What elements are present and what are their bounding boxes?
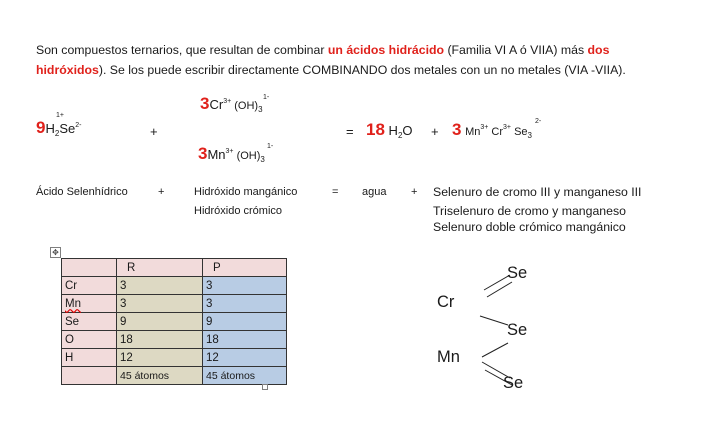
diagram-se-3: Se <box>503 374 524 392</box>
diagram-se-1: Se <box>507 264 528 282</box>
table-cell: Se <box>62 313 117 331</box>
name-hydroxide-cr: Hidróxido crómico <box>194 205 283 217</box>
table-header-cell <box>62 259 117 277</box>
intro-text-1: Son compuestos ternarios, que resultan de combinar <box>36 43 328 57</box>
table-cell: 3 <box>203 277 287 295</box>
product-salt <box>452 120 532 140</box>
table-cell: Mn <box>62 295 117 313</box>
name-water: agua <box>362 186 387 198</box>
coef-salt: 3 <box>452 120 462 139</box>
table-cell: 12 <box>117 349 203 367</box>
table-move-handle[interactable]: ✥ <box>50 247 61 258</box>
name-salt-1: Selenuro de cromo III y manganeso III <box>433 185 642 199</box>
table-row <box>62 367 287 385</box>
intro-text-3: (Familia VI A ó VIIA) más <box>444 43 588 57</box>
coef-cr: 3 <box>200 94 210 113</box>
cr-symbol: Cr <box>209 97 224 112</box>
table-cell: 3 <box>117 277 203 295</box>
table-cell <box>62 367 117 385</box>
intro-highlight-hydroxides: hidróxidos <box>36 63 99 77</box>
diagram-se-2: Se <box>507 321 528 339</box>
plus-sign-1: + <box>150 124 158 139</box>
reactant-mnoh3 <box>198 144 265 164</box>
salt-cr: Cr <box>488 126 504 138</box>
coef-h2o: 18 <box>366 120 385 139</box>
salt-se-sub: 3 <box>527 131 532 140</box>
bond-line <box>482 343 508 357</box>
intro-highlight-acid: un ácidos hidrácido <box>327 43 445 57</box>
mn-symbol: Mn <box>207 147 226 162</box>
name-salt-3: Selenuro doble crómico mangánico <box>433 220 626 234</box>
table-cell: 9 <box>203 313 287 331</box>
h2o-o: O <box>402 123 413 138</box>
table-cell: 18 <box>117 331 203 349</box>
h2o-sub: 2 <box>397 131 403 140</box>
table-cell: H <box>62 349 117 367</box>
intro-highlight-dos: dos <box>587 43 610 57</box>
names-plus-1: + <box>158 186 165 198</box>
table-cell: 18 <box>203 331 287 349</box>
names-plus-2: + <box>411 186 418 198</box>
h2se-h: H <box>45 121 55 136</box>
bond-line <box>487 282 512 297</box>
product-water <box>366 120 413 140</box>
mn-oh-charge: 1- <box>267 143 274 150</box>
intro-paragraph <box>36 40 626 80</box>
salt-se: Se <box>511 126 528 138</box>
diagram-cr: Cr <box>437 293 455 311</box>
table-cell: 3 <box>117 295 203 313</box>
plus-sign-2: + <box>431 124 439 139</box>
cr-charge: 3+ <box>223 98 232 105</box>
atom-balance-table <box>61 258 287 385</box>
table-cell: 12 <box>203 349 287 367</box>
h-oxidation: 1+ <box>56 112 64 119</box>
table-cell: 9 <box>117 313 203 331</box>
table-header-cell: R <box>117 259 203 277</box>
names-equals: = <box>332 186 339 198</box>
reactant-croh3 <box>200 94 263 114</box>
table-cell: 45 átomos <box>203 367 287 385</box>
name-salt-2: Triselenuro de cromo y manganeso <box>433 204 626 218</box>
table-resize-handle[interactable] <box>262 384 268 390</box>
mn-charge: 3+ <box>225 148 234 155</box>
table-cell: 3 <box>203 295 287 313</box>
mn-oh: (OH) <box>233 150 261 162</box>
cr-oh: (OH) <box>231 100 259 112</box>
intro-text-6: ). Se los puede escribir directamente COMBINANDO dos metales con un no metales (VIA -VIIA). <box>98 63 626 77</box>
salt-se-charge: 2- <box>535 118 542 125</box>
cr-oh-sub: 3 <box>258 105 263 114</box>
table-header-row <box>62 259 287 277</box>
table-cell: 45 átomos <box>117 367 203 385</box>
diagram-mn: Mn <box>437 348 460 366</box>
coef-mn: 3 <box>198 144 208 163</box>
h2se-sub: 2 <box>54 129 60 138</box>
coef-h2se: 9 <box>36 118 46 137</box>
name-hydroxide-mn: Hidróxido mangánico <box>194 186 298 198</box>
table-row <box>62 295 287 313</box>
table-header-cell: P <box>203 259 287 277</box>
mn-oh-sub: 3 <box>260 155 265 164</box>
salt-cr-charge: 3+ <box>503 124 512 131</box>
table-cell: O <box>62 331 117 349</box>
table-row <box>62 277 287 295</box>
cr-oh-charge: 1- <box>263 94 270 101</box>
equals-sign: = <box>346 124 354 139</box>
table-row <box>62 331 287 349</box>
salt-mn-charge: 3+ <box>480 124 489 131</box>
table-row <box>62 349 287 367</box>
h2se-se: Se <box>59 121 76 136</box>
salt-mn: Mn <box>465 126 481 138</box>
h2o-h: H <box>388 123 398 138</box>
table-row <box>62 313 287 331</box>
reactant-h2se <box>36 118 81 138</box>
bond-line <box>480 316 508 325</box>
h2se-charge: 2- <box>75 122 82 129</box>
table-cell: Cr <box>62 277 117 295</box>
name-acid: Ácido Selenhídrico <box>36 186 128 198</box>
